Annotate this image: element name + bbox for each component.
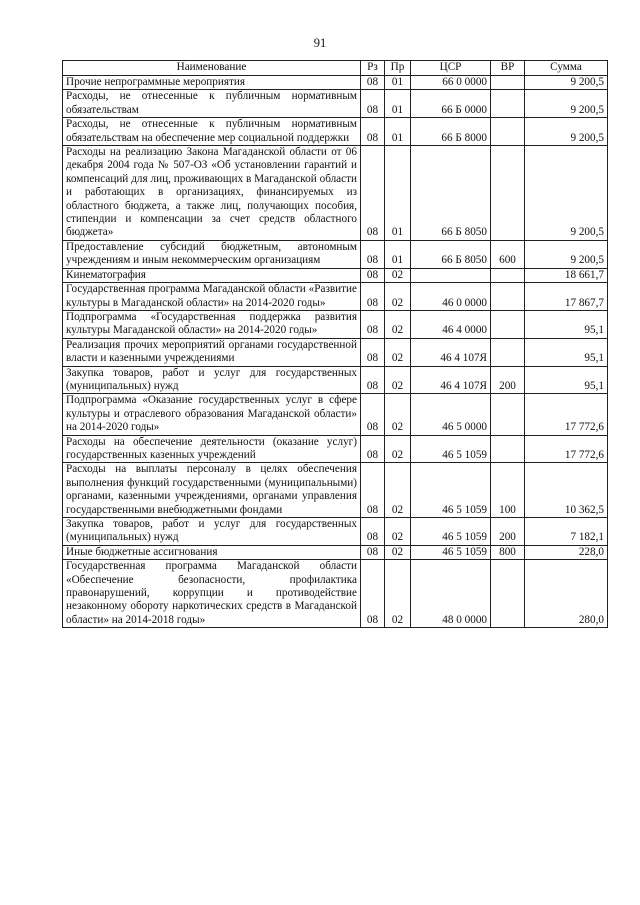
row-vr: 200	[491, 366, 525, 394]
row-vr: 600	[491, 240, 525, 268]
row-name: Закупка товаров, работ и услуг для государственных (муниципальных) нужд	[63, 366, 361, 394]
row-csr: 46 5 1059	[411, 463, 491, 518]
row-pr: 02	[385, 463, 411, 518]
row-vr	[491, 310, 525, 338]
header-rz: Рз	[361, 61, 385, 76]
header-sum: Сумма	[525, 61, 608, 76]
table-row	[63, 90, 608, 118]
header-name: Наименование	[63, 61, 361, 76]
row-name: Расходы, не отнесенные к публичным нормативным обязательствам на обеспечение мер социальной поддержки	[63, 118, 361, 146]
row-csr: 46 4 107Я	[411, 366, 491, 394]
table-row	[63, 76, 608, 90]
row-pr: 02	[385, 366, 411, 394]
row-vr	[491, 90, 525, 118]
table-row	[63, 146, 608, 241]
row-sum: 7 182,1	[525, 518, 608, 546]
row-csr	[411, 268, 491, 282]
row-vr	[491, 118, 525, 146]
header-pr: Пр	[385, 61, 411, 76]
row-rz: 08	[361, 518, 385, 546]
row-name: Закупка товаров, работ и услуг для государственных (муниципальных) нужд	[63, 518, 361, 546]
row-sum: 9 200,5	[525, 90, 608, 118]
row-sum: 9 200,5	[525, 240, 608, 268]
row-csr: 66 Б 8000	[411, 118, 491, 146]
row-csr: 66 Б 8050	[411, 240, 491, 268]
row-vr	[491, 146, 525, 241]
table-row	[63, 463, 608, 518]
row-vr: 200	[491, 518, 525, 546]
row-sum: 9 200,5	[525, 146, 608, 241]
row-rz: 08	[361, 240, 385, 268]
row-rz: 08	[361, 545, 385, 559]
row-vr	[491, 283, 525, 311]
row-csr: 46 5 0000	[411, 394, 491, 435]
row-rz: 08	[361, 76, 385, 90]
row-csr: 46 5 1059	[411, 545, 491, 559]
row-pr: 02	[385, 268, 411, 282]
row-rz: 08	[361, 366, 385, 394]
row-rz: 08	[361, 118, 385, 146]
row-csr: 46 4 107Я	[411, 338, 491, 366]
row-name: Расходы на выплаты персоналу в целях обеспечения выполнения функций государственными (муниципальными) органами, казенными учреждениями, органами управления государственными внебюджетными фондами	[63, 463, 361, 518]
row-csr: 66 Б 8050	[411, 146, 491, 241]
budget-table	[62, 60, 608, 628]
row-name: Предоставление субсидий бюджетным, автономным учреждениям и иным некоммерческим организациям	[63, 240, 361, 268]
row-rz: 08	[361, 435, 385, 463]
page-number: 91	[313, 36, 327, 50]
row-vr	[491, 338, 525, 366]
row-rz: 08	[361, 338, 385, 366]
row-pr: 02	[385, 394, 411, 435]
row-csr: 46 5 1059	[411, 518, 491, 546]
row-sum: 95,1	[525, 310, 608, 338]
table-row	[63, 268, 608, 282]
row-name: Расходы на реализацию Закона Магаданской области от 06 декабря 2004 года № 507-ОЗ «Об установлении гарантий и компенсаций для лиц, проживающих в Магаданской области и работающих в организациях, финансируемых из областного бюджета, а также лиц, получающих пособия, стипендии и компенсации за счет средств областного бюджета»	[63, 146, 361, 241]
row-name: Кинематография	[63, 268, 361, 282]
table-row	[63, 240, 608, 268]
row-vr: 100	[491, 463, 525, 518]
row-csr: 46 0 0000	[411, 283, 491, 311]
table-row	[63, 435, 608, 463]
row-csr: 46 5 1059	[411, 435, 491, 463]
row-sum: 17 867,7	[525, 283, 608, 311]
row-name: Расходы, не отнесенные к публичным нормативным обязательствам	[63, 90, 361, 118]
row-rz: 08	[361, 310, 385, 338]
table-row	[63, 338, 608, 366]
row-rz: 08	[361, 394, 385, 435]
row-pr: 02	[385, 560, 411, 628]
row-sum: 95,1	[525, 366, 608, 394]
row-pr: 02	[385, 435, 411, 463]
row-sum: 95,1	[525, 338, 608, 366]
row-rz: 08	[361, 283, 385, 311]
row-vr: 800	[491, 545, 525, 559]
row-pr: 01	[385, 240, 411, 268]
row-vr	[491, 268, 525, 282]
row-sum: 9 200,5	[525, 118, 608, 146]
row-sum: 10 362,5	[525, 463, 608, 518]
row-vr	[491, 560, 525, 628]
table-row	[63, 560, 608, 628]
table-row	[63, 545, 608, 559]
row-pr: 01	[385, 76, 411, 90]
table-row	[63, 518, 608, 546]
row-pr: 02	[385, 518, 411, 546]
row-pr: 02	[385, 338, 411, 366]
row-vr	[491, 76, 525, 90]
row-csr: 48 0 0000	[411, 560, 491, 628]
row-name: Расходы на обеспечение деятельности (оказание услуг) государственных казенных учреждений	[63, 435, 361, 463]
row-csr: 66 Б 0000	[411, 90, 491, 118]
row-pr: 01	[385, 118, 411, 146]
row-rz: 08	[361, 90, 385, 118]
table-row	[63, 394, 608, 435]
row-name: Иные бюджетные ассигнования	[63, 545, 361, 559]
row-name: Государственная программа Магаданской области «Обеспечение безопасности, профилактика правонарушений, коррупции и противодействие незаконному обороту наркотических средств в Магаданской области» на 2014-2018 годы»	[63, 560, 361, 628]
table-row	[63, 310, 608, 338]
row-name: Реализация прочих мероприятий органами государственной власти и казенными учреждениями	[63, 338, 361, 366]
row-sum: 9 200,5	[525, 76, 608, 90]
row-name: Государственная программа Магаданской области «Развитие культуры в Магаданской области» на 2014-2020 годы»	[63, 283, 361, 311]
row-pr: 01	[385, 90, 411, 118]
row-rz: 08	[361, 463, 385, 518]
row-pr: 02	[385, 283, 411, 311]
row-sum: 280,0	[525, 560, 608, 628]
row-name: Подпрограмма «Государственная поддержка развития культуры Магаданской области» на 2014-2020 годы»	[63, 310, 361, 338]
table-row	[63, 283, 608, 311]
row-vr	[491, 435, 525, 463]
table-row	[63, 118, 608, 146]
row-sum: 228,0	[525, 545, 608, 559]
header-vr: ВР	[491, 61, 525, 76]
table-row	[63, 366, 608, 394]
row-sum: 17 772,6	[525, 435, 608, 463]
row-rz: 08	[361, 146, 385, 241]
row-pr: 02	[385, 310, 411, 338]
row-sum: 17 772,6	[525, 394, 608, 435]
table-header-row	[63, 61, 608, 76]
row-rz: 08	[361, 268, 385, 282]
row-vr	[491, 394, 525, 435]
row-name: Прочие непрограммные мероприятия	[63, 76, 361, 90]
row-csr: 46 4 0000	[411, 310, 491, 338]
row-pr: 01	[385, 146, 411, 241]
row-pr: 02	[385, 545, 411, 559]
row-sum: 18 661,7	[525, 268, 608, 282]
row-name: Подпрограмма «Оказание государственных услуг в сфере культуры и отраслевого образования Магаданской области» на 2014-2020 годы»	[63, 394, 361, 435]
row-rz: 08	[361, 560, 385, 628]
row-csr: 66 0 0000	[411, 76, 491, 90]
header-csr: ЦСР	[411, 61, 491, 76]
